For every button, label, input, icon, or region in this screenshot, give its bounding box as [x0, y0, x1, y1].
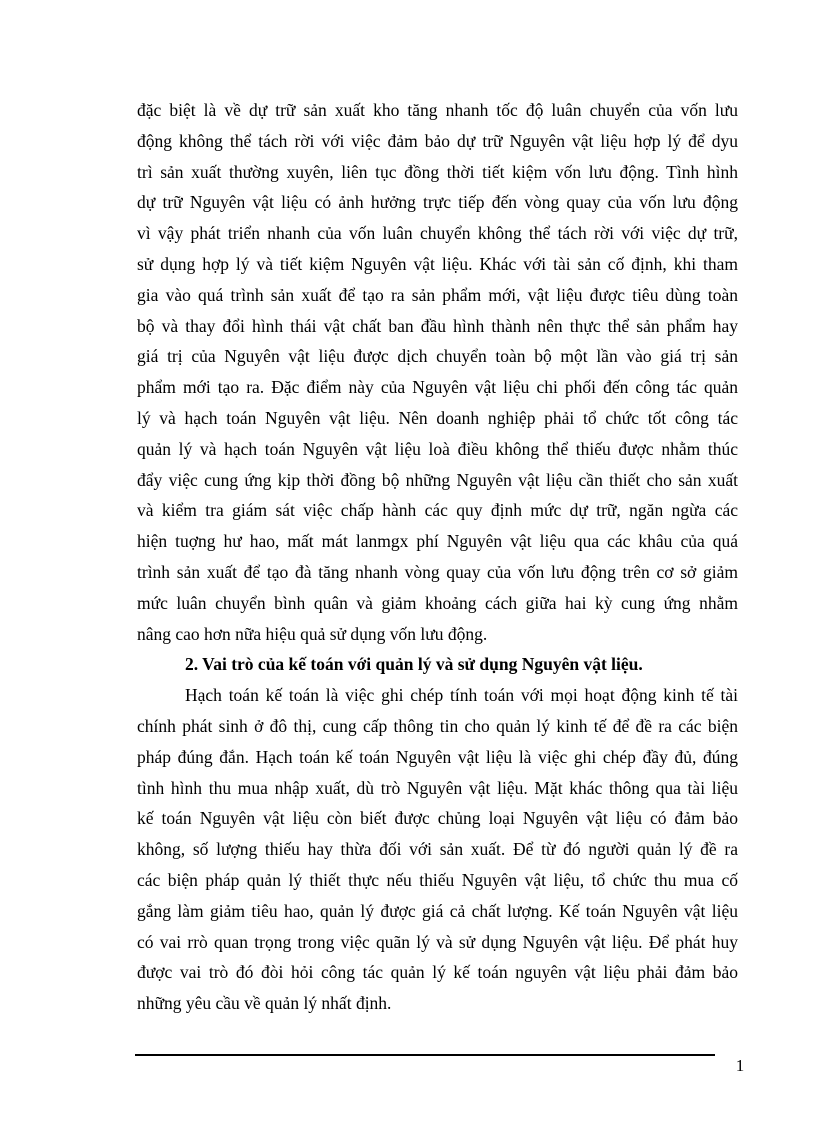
- text-line: chính phát sinh ở đô thị, cung cấp thông tin cho quản lý kinh tế để đề ra các biện: [137, 715, 738, 736]
- text-line: hiện tuợng hư hao, mất mát lanmgx phí Nguyên vật liệu qua các khâu của quá: [137, 531, 738, 552]
- text-line: các biện pháp quản lý thiết thực nếu thiếu Nguyên vật liệu, tổ chức thu mua cố: [137, 869, 738, 890]
- page-number: 1: [735, 1056, 745, 1075]
- text-line: được vai trò đó đòi hỏi công tác quản lý kế toán nguyên vật liệu phải đảm bảo: [137, 962, 738, 983]
- text-line: nâng cao hơn nữa hiệu quả sử dụng vốn lưu động.: [137, 623, 488, 644]
- paragraph-2: [137, 680, 738, 1019]
- text-line: trình sản xuất để tạo đà tăng nhanh vòng quay của vốn lưu động trên cơ sở giảm: [137, 561, 738, 582]
- text-line: dự trữ Nguyên vật liệu có ảnh hưởng trực tiếp đến vòng quay của vốn lưu động: [137, 192, 738, 213]
- text-line: gắng làm giảm tiêu hao, quản lý được giá cả chất lượng. Kế toán Nguyên vật liệu: [137, 900, 738, 921]
- text-line: tình hình thu mua nhập xuất, dù trò Nguyên vật liệu. Mặt khác thông qua tài liệu: [137, 777, 738, 798]
- text-line: những yêu cầu về quản lý nhất định.: [137, 993, 392, 1014]
- text-line: sử dụng hợp lý và tiết kiệm Nguyên vật liệu. Khác với tài sản cố định, khi tham: [137, 253, 738, 274]
- text-line: pháp đúng đắn. Hạch toán kế toán Nguyên vật liệu là việc ghi chép đầy đủ, đúng: [137, 746, 738, 767]
- text-line: gia vào quá trình sản xuất để tạo ra sản phẩm mới, vật liệu được tiêu dùng toàn: [137, 284, 738, 305]
- paragraph-1: [137, 95, 738, 649]
- text-line: vì vậy phát triển nhanh của vốn luân chuyển không thể tách rời với việc dự trữ,: [137, 223, 738, 244]
- text-line: có vai rrò quan trọng trong việc quãn lý và sử dụng Nguyên vật liệu. Để phát huy: [137, 931, 738, 952]
- text-line: trì sản xuất thường xuyên, liên tục đồng thời tiết kiệm vốn lưu động. Tình hình: [137, 161, 738, 182]
- text-line: quản lý và hạch toán Nguyên vật liệu loà điều không thể thiếu được nhằm thúc: [137, 438, 738, 459]
- text-line: không, số lượng thiếu hay thừa đối với sản xuất. Để từ đó người quản lý đề ra: [137, 839, 738, 860]
- text-line: đặc biệt là về dự trữ sản xuất kho tăng nhanh tốc độ luân chuyển của vốn lưu: [137, 100, 738, 120]
- footer-divider: [135, 1054, 715, 1056]
- text-line: đẩy việc cung ứng kịp thời đồng bộ những Nguyên vật liệu cần thiết cho sản xuất: [137, 469, 738, 490]
- text-line: lý và hạch toán Nguyên vật liệu. Nên doanh nghiệp phải tổ chức tốt công tác: [137, 407, 738, 428]
- text-line: phẩm mới tạo ra. Đặc điểm này của Nguyên vật liệu chi phối đến công tác quản: [137, 377, 738, 398]
- text-line: và kiểm tra giám sát việc chấp hành các quy định mức dự trữ, ngăn ngừa các: [137, 500, 738, 521]
- text-line: Hạch toán kế toán là việc ghi chép tính toán với mọi hoạt động kinh tế tài: [185, 685, 738, 706]
- body-text: [137, 95, 738, 1019]
- text-line: mức luân chuyển bình quân và giảm khoảng cách giữa hai kỳ cung ứng nhằm: [137, 592, 738, 613]
- text-line: động không thể tách rời với việc đảm bảo dự trữ Nguyên vật liệu hợp lý để dyu: [137, 130, 738, 151]
- text-line: giá trị của Nguyên vật liệu được dịch chuyển toàn bộ một lần vào giá trị sản: [137, 346, 738, 367]
- section-heading: 2. Vai trò của kế toán với quản lý và sử dụng Nguyên vật liệu.: [185, 654, 643, 675]
- text-line: bộ và thay đổi hình thái vật chất ban đầu hình thành nên thực thể sản phẩm hay: [137, 315, 738, 336]
- text-line: kế toán Nguyên vật liệu còn biết được chủng loại Nguyên vật liệu có đảm bảo: [137, 808, 738, 829]
